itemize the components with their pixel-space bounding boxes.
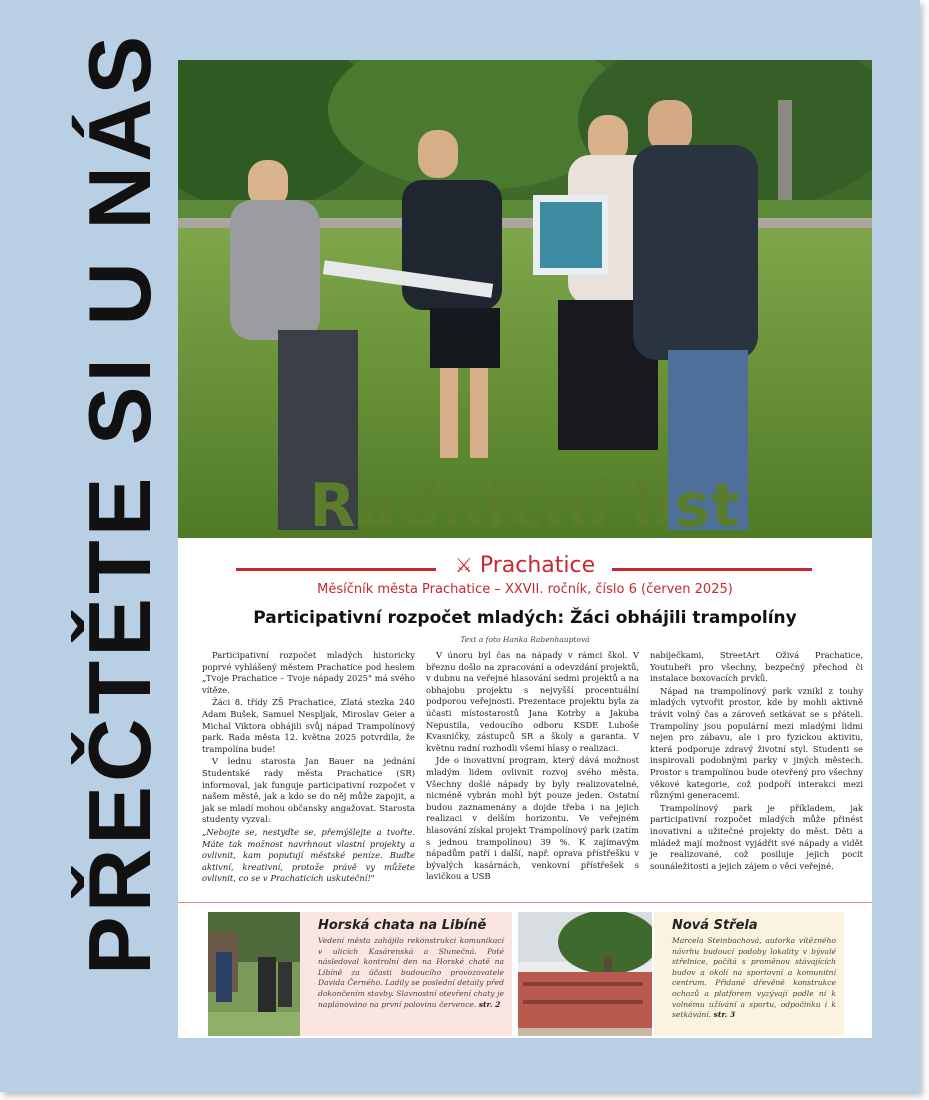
article-column-1 <box>202 650 415 886</box>
masthead-title: Radniční list <box>309 471 741 541</box>
paragraph: nabíječkami, StreetArt Oživá Prachatice, Youtubeři pro všechny, bezpečný přechod či instalace boxovacích prvků. <box>650 650 863 684</box>
page-reference[interactable]: str. 3 <box>713 1010 736 1020</box>
paragraph: Participativní rozpočet mladých historicky poprvé vyhlášený městem Prachatice pod heslem „Tvoje Prachatice – Tvoje nápady 2025" má svého vítěze. <box>202 650 415 695</box>
coat-of-arms-icon: ⚔ <box>454 553 473 577</box>
page-reference[interactable]: str. 2 <box>478 999 501 1009</box>
teaser-photo-strela <box>518 912 652 1036</box>
article-credit: Text a foto Hanka Rabenhauptová <box>460 635 590 644</box>
teaser-strela[interactable] <box>654 912 844 1036</box>
side-heading: PŘEČTĚTE SI U NÁS <box>70 31 169 975</box>
quote-text: „Nebojte se, nestyďte se, přemýšlejte a tvořte. Máte tak možnost navrhnout vlastní projekty a ovlivnit, kam poputují městské peníze. Buďte aktivní, kreativní, protože právě vy můžete ovlivnit, co se v Prachaticích uskuteční!" <box>202 826 415 884</box>
article-headline: Participativní rozpočet mladých: Žáci obhájili trampolíny <box>253 608 797 628</box>
teaser-photo-libin <box>208 912 300 1036</box>
masthead-subtitle-text: Prachatice <box>479 553 596 578</box>
paragraph: Jde o inovativní program, který dává možnost mladým lidem ovlivnit rozvoj svého města. Všechny došlé nápady by byly realizovatelné, nicméně vybrán mohl být pouze jeden. Ostatní budou zaznamenány a dojde třeba i na jejich realizaci v delším horizontu. Ve veřejném hlasování získal projekt Trampolínový park (zatím s jednou trampolínou) 39 %. K zajímavým nápadům patří i další, např. oprava přístřešku v bývalých kasárnách, venkovní přístřešek s lavičkou a USB <box>426 755 639 882</box>
paragraph: Nápad na trampolínový park vznikl z touhy mladých vytvořit prostor, kde by mohli aktivně trávit volný čas a zároveň setkávat se s přáteli. Trampolíny jsou populární mezi mladými lidmi nejen pro zábavu, ale i pro fyzickou aktivitu, která podporuje zdravý životní styl. Studenti se inspirovali podobnými parky v jiných městech. Prostor s trampolínou bude otevřený pro všechny věkové kategorie, což podpoří interakci mezi různými generacemi. <box>650 685 863 801</box>
teaser-photo-libin-illustration <box>208 912 300 1036</box>
teaser-body: Marcela Steinbachová, autorka vítězného návrhu budoucí podoby lokality v bývalé střelnice, počítá s proměnou stávajících budov a okolí na sportovní a komunitní centrum. Přidané dřevěné konstrukce ochozů a platforem vyzývají podle ní k volnému užívání a sportu, odpočinku i k setkávání. <box>672 936 836 1020</box>
teaser-photo-strela-illustration <box>518 912 652 1036</box>
article-column-2 <box>426 650 639 884</box>
teaser-libin[interactable] <box>300 912 512 1036</box>
paragraph: V lednu starosta Jan Bauer na jednání Studentské rady města Prachatice (SR) informoval, jak funguje participativní rozpočet v našem městě, jak a kdo se do něj může zapojit, a jak se mladí mohou občansky angažovat. Starosta studenty vyzval: <box>202 756 415 825</box>
quote <box>202 827 415 885</box>
teaser-text <box>318 936 504 1010</box>
teaser-body: Vedení města zahájilo rekonstrukci komunikací v ulicích Kasárenská a Slunečná. Poté následoval kontrolní den na Horské chatě na Libíně za účasti budoucího provozovatele Davida Černého. Ladily se poslední detaily před dokončením stavby. Slavnostní otevření chaty je naplánováno na první polovinu července. <box>318 936 504 1009</box>
paragraph: Žáci 8. třídy ZŠ Prachatice, Zlatá stezka 240 Adam Bušek, Samuel Nespljak, Miroslav Geier a Michal Viktora obhájili svůj nápad Trampolínový park. Rada města 12. května 2025 potvrdila, že trampolína bude! <box>202 697 415 754</box>
paragraph: V únoru byl čas na nápady v rámci škol. V březnu došlo na zpracování a odevzdání projektů, v dubnu na veřejné hlasování sedmi projektů a na obhajobu projektu s nejvyšší procentuální podporou veřejnosti. Prezentace projektu byla za účasti místostarostů Jana Kotrby a Jakuba Nepustila, vedoucího odboru KSDE Luboše Kvasničky, zástupců SR a školy a garanta. V květnu radní rozhodli všemi hlasy o realizaci. <box>426 650 639 753</box>
newspaper-page <box>178 60 872 1038</box>
teaser-title: Nová Střela <box>672 918 758 933</box>
paragraph: Trampolínový park je příkladem, jak participativní rozpočet mladých může přinést inovativní a užitečné projekty do měst. Děti a mládež mají možnost vyjádřit své nápady a vidět je realizované, což posiluje jejich pocit sounáležitosti a jejich zájem o věci veřejné. <box>650 802 863 871</box>
teaser-text <box>672 936 836 1021</box>
article-column-3 <box>650 650 863 873</box>
masthead-subtitle <box>178 550 872 581</box>
issue-info: Měsíčník města Prachatice – XXVII. ročník, číslo 6 (červen 2025) <box>317 582 733 597</box>
teaser-title: Horská chata na Libíně <box>318 918 487 933</box>
section-divider <box>178 902 872 903</box>
